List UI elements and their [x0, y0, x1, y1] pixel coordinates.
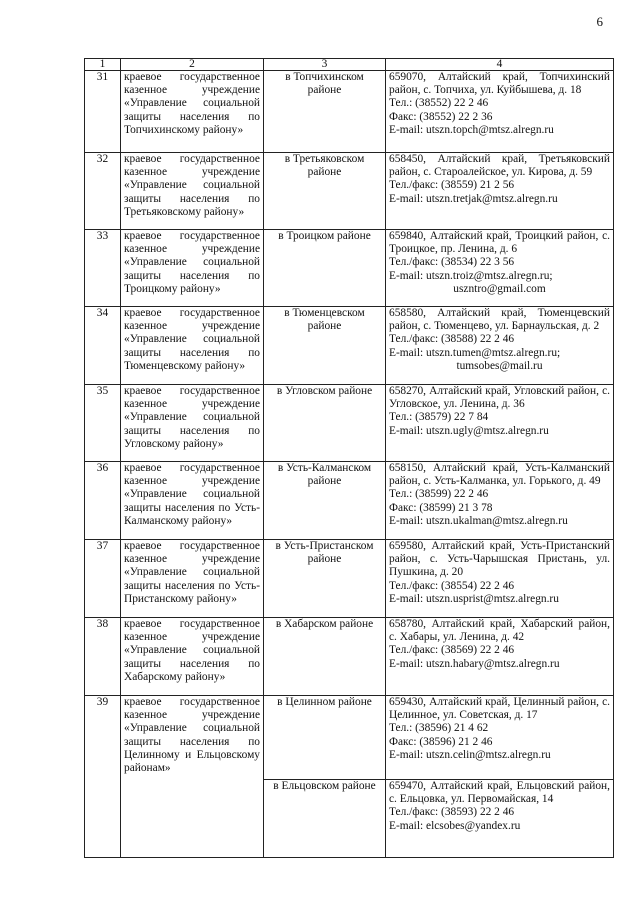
contact-details — [386, 153, 614, 230]
row-number: 36 — [85, 462, 121, 540]
row-number: 32 — [85, 153, 121, 230]
table-row — [85, 71, 614, 153]
institution-name: краевое государственное казенное учреждение «Управление социальной защиты населения по Угловскому району» — [121, 385, 264, 462]
contact-line: Тел./факс: (38569) 22 2 46 — [389, 644, 515, 657]
table-row — [85, 385, 614, 462]
contact-line: Тел./факс: (38593) 22 2 46 — [389, 806, 515, 819]
contact-line: Тел.: (38599) 22 2 46 — [389, 488, 489, 501]
service-area: в Третьяковском районе — [264, 153, 386, 230]
contact-line: Факс: (38596) 21 2 46 — [389, 735, 493, 748]
contact-details — [386, 307, 614, 385]
contact-details — [386, 780, 614, 858]
contact-line: Тел.: (38596) 21 4 62 — [389, 722, 489, 735]
contact-details — [386, 540, 614, 618]
table-row — [85, 696, 614, 780]
contact-line: 658450, Алтайский край, Третьяковский район, с. Староалейское, ул. Кирова, д. 59 — [389, 153, 610, 179]
table-header-row — [85, 59, 614, 71]
contact-line: 658150, Алтайский край, Усть-Калманский район, с. Усть-Калманка, ул. Горького, д. 49 — [389, 462, 610, 488]
contact-line: Факс: (38552) 22 2 36 — [389, 110, 493, 123]
institution-name: краевое государственное казенное учреждение «Управление социальной защиты населения по Усть-Пристанскому району» — [121, 540, 264, 618]
institution-name: краевое государственное казенное учреждение «Управление социальной защиты населения по Троицкому району» — [121, 230, 264, 307]
contact-line: 659840, Алтайский край, Троицкий район, с. Троицкое, пр. Ленина, д. 6 — [389, 230, 610, 256]
table-row — [85, 307, 614, 385]
header-cell-4: 4 — [386, 59, 614, 71]
header-cell-2: 2 — [121, 59, 264, 71]
row-number: 34 — [85, 307, 121, 385]
contact-line: 659470, Алтайский край, Ельцовский район, с. Ельцовка, ул. Первомайская, 14 — [389, 780, 610, 806]
contact-line: Тел./факс: (38534) 22 3 56 — [389, 256, 515, 269]
contact-line: 659070, Алтайский край, Топчихинский район, с. Топчиха, ул. Куйбышева, д. 18 — [389, 71, 610, 97]
contact-line: Тел./факс: (38559) 21 2 56 — [389, 179, 515, 192]
contact-line: E-mail: utszn.ugly@mtsz.alregn.ru — [389, 424, 549, 437]
contact-line: 658580, Алтайский край, Тюменцевский район, с. Тюменцево, ул. Барнаульская, д. 2 — [389, 307, 610, 333]
service-area: в Усть-Калманском районе — [264, 462, 386, 540]
contact-line: E-mail: utszn.tumen@mtsz.alregn.ru; — [389, 346, 561, 359]
service-area: в Топчихинском районе — [264, 71, 386, 153]
institution-name: краевое государственное казенное учреждение «Управление социальной защиты населения по Топчихинскому району» — [121, 71, 264, 153]
row-number: 31 — [85, 71, 121, 153]
contact-details — [386, 618, 614, 696]
institution-name: краевое государственное казенное учреждение «Управление социальной защиты населения по Третьяковскому району» — [121, 153, 264, 230]
table-row — [85, 462, 614, 540]
contact-line: uszntro@gmail.com — [453, 282, 546, 295]
contact-line: 659430, Алтайский край, Целинный район, с. Целинное, ул. Советская, д. 17 — [389, 696, 610, 722]
contact-line: E-mail: utszn.ukalman@mtsz.alregn.ru — [389, 514, 568, 527]
institution-name: краевое государственное казенное учреждение «Управление социальной защиты населения по Хабарскому району» — [121, 618, 264, 696]
service-area: в Хабарском районе — [264, 618, 386, 696]
contact-line: Тел.: (38552) 22 2 46 — [389, 97, 489, 110]
contact-line: 659580, Алтайский край, Усть-Пристанский район, с. Усть-Чарышская Пристань, ул. Пушкина, д. 20 — [389, 540, 610, 579]
contact-line: Тел./факс: (38588) 22 2 46 — [389, 333, 515, 346]
contact-line: E-mail: utszn.usprist@mtsz.alregn.ru — [389, 592, 559, 605]
table-row — [85, 540, 614, 618]
institution-name: краевое государственное казенное учреждение «Управление социальной защиты населения по Усть-Калманскому району» — [121, 462, 264, 540]
row-number: 35 — [85, 385, 121, 462]
service-area: в Тюменцевском районе — [264, 307, 386, 385]
page-number: 6 — [596, 14, 603, 29]
contact-details — [386, 230, 614, 307]
institution-name: краевое государственное казенное учреждение «Управление социальной защиты населения по Тюменцевскому району» — [121, 307, 264, 385]
contact-line: E-mail: utszn.habary@mtsz.alregn.ru — [389, 657, 560, 670]
contact-line: Тел./факс: (38554) 22 2 46 — [389, 579, 515, 592]
contact-details — [386, 385, 614, 462]
contact-line: Тел.: (38579) 22 7 84 — [389, 411, 489, 424]
row-number: 37 — [85, 540, 121, 618]
service-area: в Целинном районе — [264, 696, 386, 780]
row-number: 38 — [85, 618, 121, 696]
table-row — [85, 230, 614, 307]
contact-line: tumsobes@mail.ru — [456, 359, 543, 372]
contact-line: E-mail: utszn.celin@mtsz.alregn.ru — [389, 748, 551, 761]
institutions-table — [84, 58, 614, 858]
contact-details — [386, 696, 614, 780]
row-number: 33 — [85, 230, 121, 307]
service-area: в Троицком районе — [264, 230, 386, 307]
row-number: 39 — [85, 696, 121, 858]
contact-details — [386, 71, 614, 153]
service-area: в Ельцовском районе — [264, 780, 386, 858]
table-row — [85, 153, 614, 230]
header-cell-3: 3 — [264, 59, 386, 71]
contact-details — [386, 462, 614, 540]
institution-name: краевое государственное казенное учреждение «Управление социальной защиты населения по Целинному и Ельцовскому районам» — [121, 696, 264, 858]
service-area: в Угловском районе — [264, 385, 386, 462]
contact-line: 658270, Алтайский край, Угловский район, с. Угловское, ул. Ленина, д. 36 — [389, 385, 610, 411]
contact-line: E-mail: utszn.topch@mtsz.alregn.ru — [389, 123, 554, 136]
contact-line: E-mail: utszn.tretjak@mtsz.alregn.ru — [389, 192, 558, 205]
table-row — [85, 618, 614, 696]
contact-line: E-mail: utszn.troiz@mtsz.alregn.ru; — [389, 269, 553, 282]
header-cell-1: 1 — [85, 59, 121, 71]
service-area: в Усть-Пристанском районе — [264, 540, 386, 618]
contact-line: Факс: (38599) 21 3 78 — [389, 501, 493, 514]
contact-line: E-mail: elcsobes@yandex.ru — [389, 819, 521, 832]
contact-line: 658780, Алтайский край, Хабарский район, с. Хабары, ул. Ленина, д. 42 — [389, 618, 610, 644]
